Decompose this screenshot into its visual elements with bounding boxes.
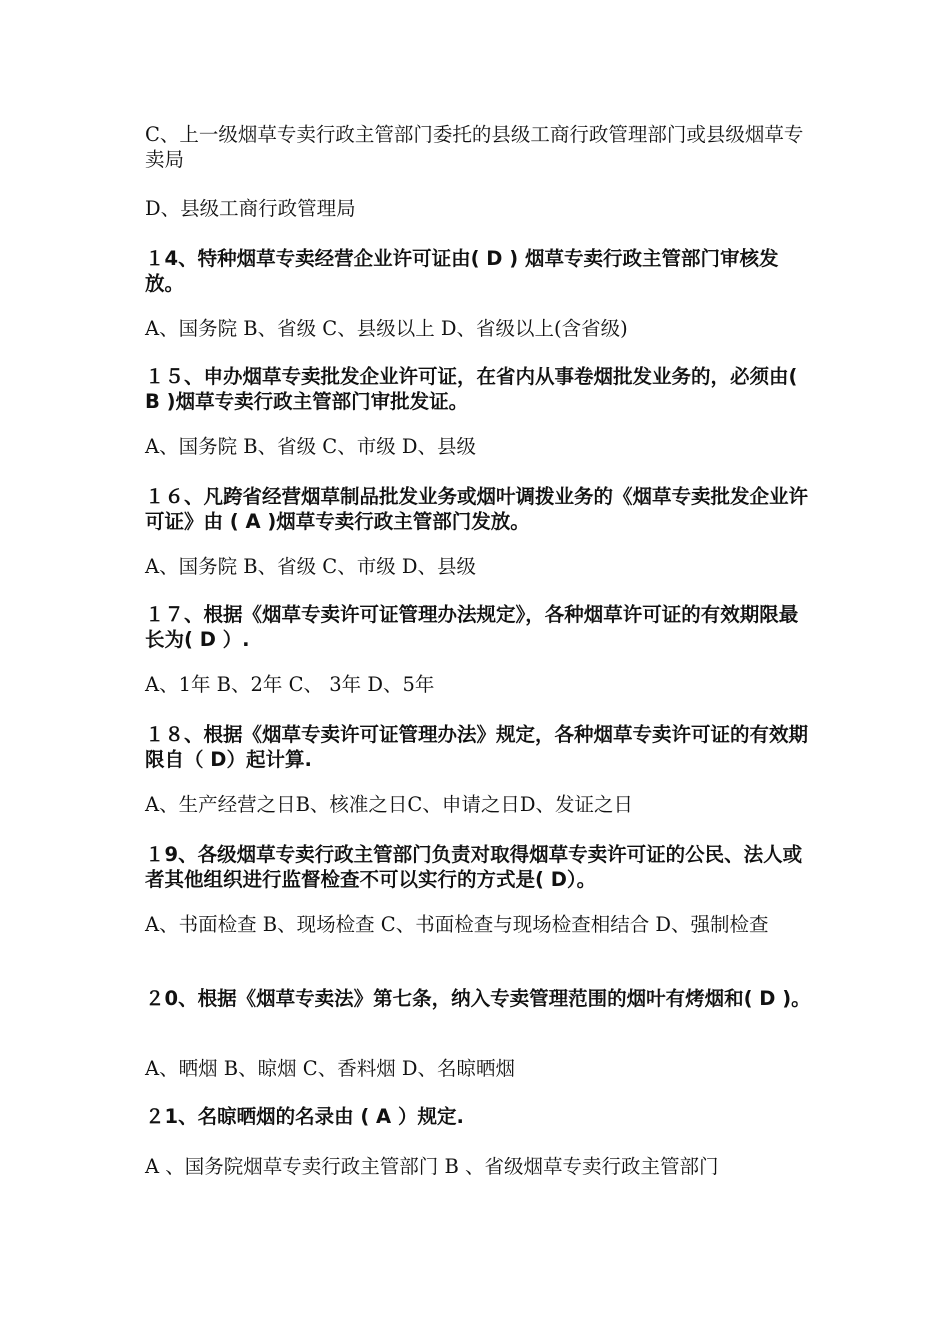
option-text: A、生产经营之日B、核准之日C、申请之日D、发证之日: [145, 793, 633, 816]
option-text: A 、国务院烟草专卖行政主管部门 B 、省级烟草专卖行政主管部门: [145, 1155, 719, 1178]
option-text: A、国务院 B、省级 C、市级 D、县级: [145, 555, 477, 578]
question-text: １4、特种烟草专卖经营企业许可证由( D ) 烟草专卖行政主管部门审核发放。: [145, 247, 779, 295]
option-text: D、县级工商行政管理局: [145, 197, 356, 220]
question-text: １８、根据《烟草专卖许可证管理办法》规定，各种烟草专卖许可证的有效期限自（ D）起计算.: [145, 723, 809, 771]
question-text: １9、各级烟草专卖行政主管部门负责对取得烟草专卖许可证的公民、法人或者其他组织进行监督检查不可以实行的方式是( D）。: [145, 843, 803, 891]
question-text: １６、凡跨省经营烟草制品批发业务或烟叶调拨业务的《烟草专卖批发企业许可证》由 ( A )烟草专卖行政主管部门发放。: [145, 485, 809, 533]
question-text: １５、申办烟草专卖批发企业许可证，在省内从事卷烟批发业务的，必须由( B )烟草专卖行政主管部门审批发证。: [145, 365, 805, 413]
question-text: ２0、根据《烟草专卖法》第七条，纳入专卖管理范围的烟叶有烤烟和( D )。: [145, 987, 811, 1010]
question-text: ２1、名晾晒烟的名录由 ( A ）规定.: [145, 1105, 464, 1128]
option-text: A、1年 B、2年 C、 3年 D、5年: [145, 673, 435, 696]
question-text: １７、根据《烟草专卖许可证管理办法规定》，各种烟草许可证的有效期限最长为( D ）.: [145, 603, 799, 651]
option-text: C、上一级烟草专卖行政主管部门委托的县级工商行政管理部门或县级烟草专卖局: [145, 123, 804, 171]
option-text: A、书面检查 B、现场检查 C、书面检查与现场检查相结合 D、强制检查: [145, 913, 769, 936]
option-text: A、晒烟 B、晾烟 C、香料烟 D、名晾晒烟: [145, 1057, 516, 1080]
option-text: A、国务院 B、省级 C、县级以上 D、省级以上(含省级): [145, 317, 628, 340]
option-text: A、国务院 B、省级 C、市级 D、县级: [145, 435, 477, 458]
